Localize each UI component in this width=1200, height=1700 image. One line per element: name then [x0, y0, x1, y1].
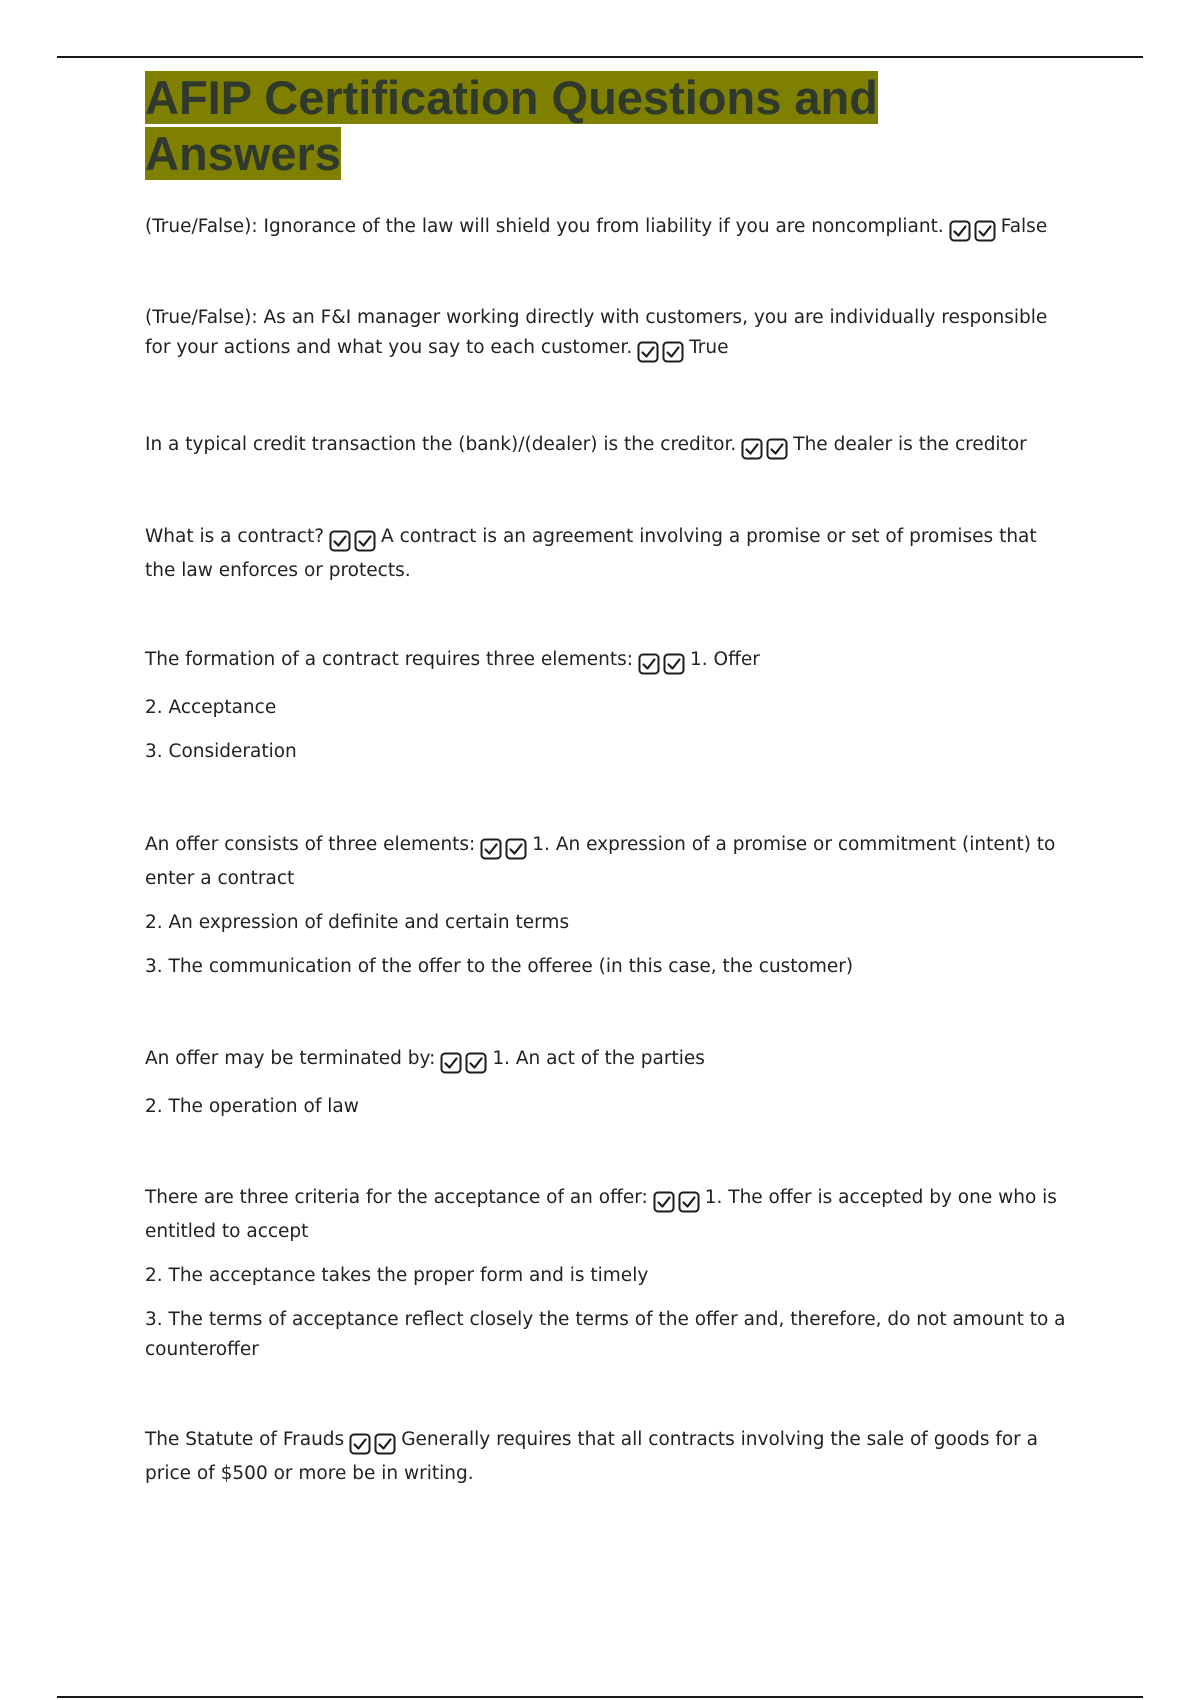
qa-line	[145, 1183, 1070, 1247]
answer-text: 1. An act of the parties	[492, 1048, 705, 1069]
check-box-icon	[354, 530, 376, 552]
check-box-icon	[638, 653, 660, 675]
answer-text: 1. An expression of a promise or commitment (intent) to enter a contract	[145, 834, 1056, 889]
question-text: The Statute of Frauds	[145, 1429, 345, 1450]
qa-line	[145, 303, 1070, 367]
qa-line	[145, 1044, 1070, 1078]
check-box-icon	[949, 220, 971, 242]
qa-item	[145, 645, 1070, 781]
check-box-icon	[663, 653, 685, 675]
answer-marks	[638, 649, 688, 679]
qa-item	[145, 430, 1070, 478]
answer-marks	[637, 337, 687, 367]
answer-text: 1. The offer is accepted by one who is entitled to accept	[145, 1187, 1057, 1242]
qa-line	[145, 522, 1070, 586]
answer-line: 3. Consideration	[145, 741, 297, 762]
question-text: An offer consists of three elements:	[145, 834, 476, 855]
answer-marks	[741, 434, 791, 464]
answer-marks	[329, 526, 379, 556]
answer-text: True	[689, 337, 729, 358]
qa-item	[145, 1183, 1070, 1379]
check-box-icon	[766, 438, 788, 460]
answer-line: 2. The acceptance takes the proper form and is timely	[145, 1265, 649, 1286]
question-text: In a typical credit transaction the (bank)/(dealer) is the creditor.	[145, 434, 737, 455]
bottom-rule	[57, 1696, 1143, 1698]
check-box-icon	[653, 1191, 675, 1213]
answer-text: 1. Offer	[690, 649, 760, 670]
answer-marks	[949, 216, 999, 246]
question-text: The formation of a contract requires three elements:	[145, 649, 633, 670]
check-box-icon	[741, 438, 763, 460]
check-box-icon	[480, 838, 502, 860]
check-box-icon	[374, 1433, 396, 1455]
qa-line	[145, 430, 1070, 464]
answer-text: Generally requires that all contracts involving the sale of goods for a price of $500 or more be in writing.	[145, 1429, 1038, 1484]
question-text: An offer may be terminated by:	[145, 1048, 436, 1069]
check-box-icon	[329, 530, 351, 552]
qa-item	[145, 303, 1070, 381]
answer-line: 2. An expression of definite and certain terms	[145, 912, 570, 933]
check-box-icon	[678, 1191, 700, 1213]
answer-marks	[653, 1187, 703, 1217]
answer-line: 3. The communication of the offer to the offeree (in this case, the customer)	[145, 956, 854, 977]
check-box-icon	[662, 341, 684, 363]
check-box-icon	[637, 341, 659, 363]
qa-line	[145, 1425, 1070, 1489]
qa-line	[145, 212, 1070, 246]
question-text: What is a contract?	[145, 526, 325, 547]
top-rule	[57, 56, 1143, 58]
check-box-icon	[505, 838, 527, 860]
check-box-icon	[974, 220, 996, 242]
answer-text: The dealer is the creditor	[793, 434, 1027, 455]
answer-line: 3. The terms of acceptance reflect closely the terms of the offer and, therefore, do not amount to a counteroffer	[145, 1309, 1066, 1360]
check-box-icon	[440, 1052, 462, 1074]
qa-item	[145, 522, 1070, 600]
question-text: (True/False): Ignorance of the law will shield you from liability if you are noncompliant.	[145, 216, 944, 237]
qa-item	[145, 1044, 1070, 1136]
document-header	[145, 70, 1070, 182]
qa-line	[145, 830, 1070, 894]
question-text: There are three criteria for the acceptance of an offer:	[145, 1187, 648, 1208]
answer-marks	[349, 1429, 399, 1459]
document-title	[145, 70, 915, 182]
qa-line	[145, 645, 1070, 679]
qa-item	[145, 1425, 1070, 1503]
qa-item	[145, 212, 1070, 260]
answer-text: A contract is an agreement involving a promise or set of promises that the law enforces or protects.	[145, 526, 1037, 581]
answer-line: 2. The operation of law	[145, 1096, 359, 1117]
check-box-icon	[465, 1052, 487, 1074]
check-box-icon	[349, 1433, 371, 1455]
answer-marks	[480, 834, 530, 864]
question-text: (True/False): As an F&I manager working directly with customers, you are individually responsible for your actions and what you say to each customer.	[145, 307, 1048, 358]
answer-text: False	[1000, 216, 1048, 237]
answer-marks	[440, 1048, 490, 1078]
answer-line: 2. Acceptance	[145, 697, 277, 718]
qa-item	[145, 830, 1070, 996]
title-highlight: AFIP Certification Questions and Answers	[145, 71, 878, 180]
